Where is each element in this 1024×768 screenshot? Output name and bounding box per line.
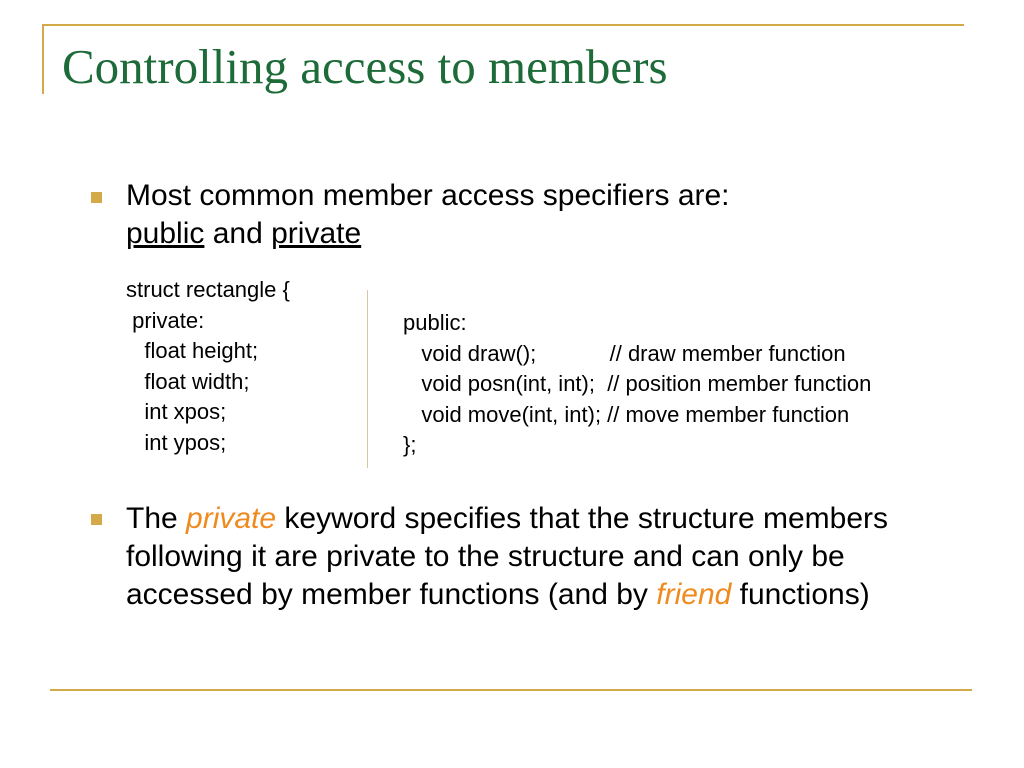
bullet2-part2: keyword specifies that the structure members following it are private to the structure and can only be accessed by member functions (and by bbox=[126, 502, 888, 611]
code-block-right bbox=[403, 308, 871, 461]
bullet1-line1: Most common member access specifiers are: bbox=[126, 179, 730, 212]
code-line: int ypos; bbox=[126, 429, 227, 455]
keyword-private: private bbox=[271, 217, 362, 250]
code-line: struct rectangle { bbox=[126, 277, 290, 302]
code-line: float width; bbox=[126, 368, 250, 394]
slide-title: Controlling access to members bbox=[62, 39, 668, 94]
bullet2-part1: The bbox=[126, 502, 187, 535]
keyword-public: public bbox=[126, 217, 205, 250]
bullet-private-explanation bbox=[126, 500, 946, 614]
frame-bottom-line bbox=[50, 689, 972, 691]
bullet-square-icon bbox=[91, 514, 102, 525]
code-line: void posn(int, int); // position member function bbox=[403, 371, 872, 396]
code-line: int xpos; bbox=[126, 399, 227, 424]
bullet2-part3: functions) bbox=[731, 578, 870, 611]
code-line: void draw(); // draw member function bbox=[403, 340, 846, 366]
frame-vertical-line bbox=[42, 24, 44, 94]
code-line: void move(int, int); // move member function bbox=[403, 401, 850, 427]
code-line: float height; bbox=[126, 338, 259, 363]
bullet-access-specifiers bbox=[126, 177, 926, 253]
code-divider bbox=[367, 290, 368, 468]
frame-top-line bbox=[42, 24, 964, 26]
keyword-friend-italic: friend bbox=[656, 578, 732, 611]
code-line: public: bbox=[403, 310, 467, 335]
code-line: private: bbox=[126, 307, 205, 333]
bullet-square-icon bbox=[91, 192, 102, 203]
bullet1-and: and bbox=[204, 217, 272, 250]
code-block-left bbox=[126, 275, 290, 458]
keyword-private-italic: private bbox=[186, 502, 277, 535]
code-line: }; bbox=[403, 432, 417, 457]
